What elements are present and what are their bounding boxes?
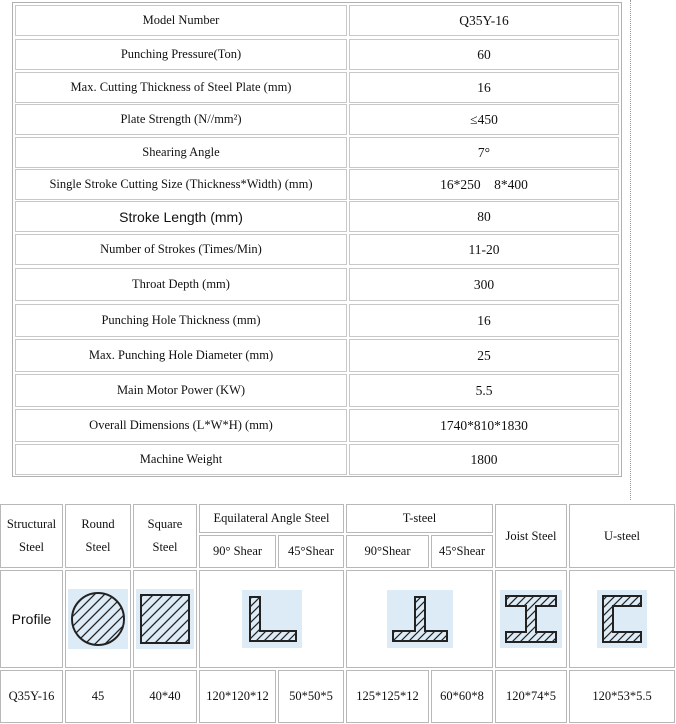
table-row [15,444,619,475]
profile-angle-cell [199,570,344,668]
spec-value: 16*250 8*400 [349,169,619,200]
spec-value: 300 [349,268,619,301]
table-row [15,5,619,36]
usteel-value: 120*53*5.5 [569,670,675,723]
spec-value: 60 [349,39,619,70]
table-row [15,268,619,301]
spec-table [12,2,622,477]
header-u-steel: U-steel [569,504,675,568]
spec-label: Punching Pressure(Ton) [15,39,347,70]
header-text: Steel [85,540,111,554]
joist-steel-icon [500,590,562,648]
spec-value: Q35Y-16 [349,5,619,36]
spec-label: Single Stroke Cutting Size (Thickness*Width) (mm) [15,169,347,200]
profile-tsteel-cell [346,570,493,668]
table-row [15,39,619,70]
round-value: 45 [65,670,131,723]
header-square-steel [133,504,197,568]
table-row [15,234,619,265]
header-text: Steel [19,540,44,554]
header-round-steel [65,504,131,568]
spec-label: Throat Depth (mm) [15,268,347,301]
spec-label: Main Motor Power (KW) [15,374,347,407]
round-steel-icon [68,589,128,649]
spec-value: 25 [349,339,619,372]
profile-square-cell [133,570,197,668]
spec-value: 7° [349,137,619,168]
header-joist-steel: Joist Steel [495,504,567,568]
spec-value: ≤450 [349,104,619,135]
tsteel-45-value: 60*60*8 [431,670,493,723]
spec-value: 11-20 [349,234,619,265]
profile-label: Profile [0,570,63,668]
spec-value: 5.5 [349,374,619,407]
angle-45-value: 50*50*5 [278,670,344,723]
square-steel-icon [136,589,194,649]
profile-round-cell [65,570,131,668]
header-angle-steel: Equilateral Angle Steel [199,504,344,533]
header-t-steel: T-steel [346,504,493,533]
u-steel-icon [597,590,647,648]
model-cell: Q35Y-16 [0,670,63,723]
table-row [15,409,619,442]
square-value: 40*40 [133,670,197,723]
joist-value: 120*74*5 [495,670,567,723]
spec-value: 1800 [349,444,619,475]
angle-90-value: 120*120*12 [199,670,276,723]
spec-value: 16 [349,72,619,103]
angle-steel-icon [242,590,302,648]
spec-label: Overall Dimensions (L*W*H) (mm) [15,409,347,442]
profile-usteel-cell [569,570,675,668]
header-tsteel-45: 45°Shear [431,535,493,568]
spec-label: Number of Strokes (Times/Min) [15,234,347,265]
header-text: Square [147,517,183,531]
header-tsteel-90: 90°Shear [346,535,429,568]
header-text: Steel [152,540,178,554]
table-row [15,137,619,168]
spec-value: 1740*810*1830 [349,409,619,442]
spec-label: Model Number [15,5,347,36]
spec-label: Max. Cutting Thickness of Steel Plate (mm) [15,72,347,103]
spec-value: 80 [349,201,619,232]
table-row [15,104,619,135]
spec-label: Machine Weight [15,444,347,475]
spec-label: Shearing Angle [15,137,347,168]
header-text: Structural [6,517,57,531]
header-angle-90: 90° Shear [199,535,276,568]
table-row [15,304,619,337]
header-text: Round [81,517,115,531]
divider [630,0,631,500]
table-row [15,374,619,407]
table-row [15,169,619,200]
spec-label: Plate Strength (N//mm²) [15,104,347,135]
spec-label: Punching Hole Thickness (mm) [15,304,347,337]
tsteel-90-value: 125*125*12 [346,670,429,723]
profile-table [0,504,676,724]
table-row [15,339,619,372]
spec-label: Stroke Length (mm) [15,201,347,232]
t-steel-icon [387,590,453,648]
spec-label: Max. Punching Hole Diameter (mm) [15,339,347,372]
table-row [15,201,619,232]
profile-joist-cell [495,570,567,668]
header-structural-steel [0,504,63,568]
table-row [15,72,619,103]
spec-value: 16 [349,304,619,337]
header-angle-45: 45°Shear [278,535,344,568]
